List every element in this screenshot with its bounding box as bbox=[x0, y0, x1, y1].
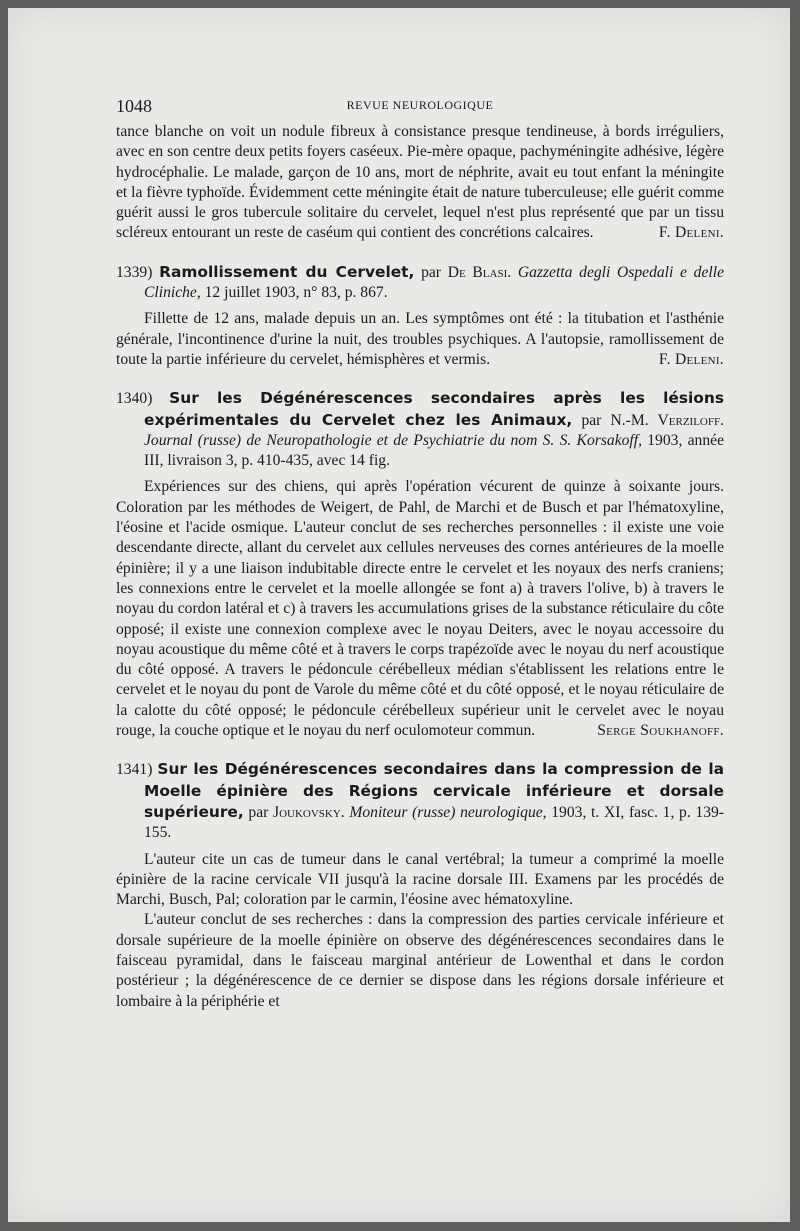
by-text: par bbox=[572, 411, 611, 429]
page-header bbox=[116, 96, 724, 122]
continuation-text: tance blanche on voit un nodule fibreux à consistance presque tendineuse, à bords irréguliers, avec en son centre deux petits foyers caséeux. Pie-mère opaque, pachyméningite adhésive, légère hydrocéphalie. Le malade, garçon de 10 ans, mort de néphrite, avait eu tout enfant la méningite et la fièvre typhoïde. Évidemment cette méningite était de nature tuberculeuse; elle guérit comme guérit aussi le gros tubercule solitaire du cervelet, lequel n'est plus représenté que par un tissu scléreux entourant un reste de caséum qui contient des concrétions calcaires. bbox=[116, 123, 724, 242]
body-text: Fillette de 12 ans, malade depuis un an. Les symptômes ont été : la titubation et l'asthénie générale, l'incontinence d'urine la nuit, des troubles psychiques. A l'autopsie, ramollissement de toute la partie inférieure du cervelet, hémisphères et vermis. bbox=[116, 310, 724, 368]
entry-number: 1339) bbox=[116, 263, 153, 281]
body-text: L'auteur conclut de ses recherches : dans la compression des parties cervicale inférieure et dorsale supérieure de la moelle épinière on observe des dégénérescences secondaires dans le faisceau pyramidal, dans le faisceau marginal antérieur de Lowenthal et dans le cordon postérieur ; la dégénérescence de ce dernier se dispose dans les régions dorsale inférieure et lombaire à la périphérie et bbox=[116, 911, 724, 1010]
by-text: par bbox=[414, 263, 448, 281]
entry-heading bbox=[116, 388, 724, 471]
entry-body bbox=[116, 309, 724, 370]
body-text: Expériences sur des chiens, qui après l'opération vécurent de quinze à soixante jours. Coloration par les méthodes de Weigert, de Pahl, de Marchi et de Busch et par l'hématoxyline, l'éosine et l'acide osmique. L'auteur conclut de ses recherches personnelles : il existe une voie descendante directe, allant du cervelet aux cellules nerveuses des cornes antérieures de la moelle épinière; il y a une liaison indubitable directe entre le cervelet et les noyaux des nerfs craniens; les connexions entre le cervelet et la moelle allongée se font a) à travers l'olive, b) à travers le noyau du cordon latéral et c) à travers les accumulations grises de la substance réticulaire du côte opposé; il existe une connexion complexe avec le noyau Deiters, avec le noyau accessoire du noyau acoustique du même côté et à travers le corps trapézoïde avec le noyau du nerf acoustique du côté opposé. A travers le pédoncule cérébelleux médian s'établissent les relations entre le cervelet et le noyau du pont de Varole du même côté et du côté opposé, et le noyau réticulaire de la calotte du côté opposé; le pédoncule cérébelleux supérieur unit le cervelet avec le noyau rouge, la couche optique et le noyau du nerf oculomoteur commun. bbox=[116, 478, 724, 740]
entry-1341 bbox=[116, 759, 724, 1012]
entry-1339 bbox=[116, 262, 724, 370]
entry-author: De Blasi. bbox=[447, 263, 512, 281]
journal-title: Gazzetta degli Ospedali e delle Cliniche, bbox=[144, 263, 724, 302]
entry-body bbox=[116, 850, 724, 911]
signature: Serge Soukhanoff. bbox=[597, 722, 724, 740]
journal-title: Journal (russe) de Neuropathologie et de Psychiatrie du nom S. S. Korsakoff, bbox=[144, 431, 642, 449]
entry-heading bbox=[116, 759, 724, 843]
page-content bbox=[116, 96, 724, 1012]
continuation-paragraph bbox=[116, 122, 724, 244]
signature: F. Deleni. bbox=[658, 350, 724, 368]
signature: F. Deleni. bbox=[658, 224, 724, 242]
entry-body bbox=[116, 910, 724, 1011]
entry-heading bbox=[116, 262, 724, 304]
body-text: L'auteur cite un cas de tumeur dans le canal vertébral; la tumeur a comprimé la moelle épinière de la racine cervicale VII jusqu'à la racine dorsale III. Examens par les procédés de Marchi, Busch, Pal; coloration par le carmin, l'éosine avec hématoxyline. bbox=[116, 850, 724, 909]
entry-author: Joukovsky. bbox=[273, 803, 345, 821]
citation: 1903, année III, livraison 3, p. 410-435, avec 14 fig. bbox=[144, 431, 724, 470]
citation: 12 juillet 1903, n° 83, p. 867. bbox=[200, 284, 388, 302]
entry-title: Sur les Dégénérescences secondaires après les lésions expérimentales du Cervelet chez les Animaux, bbox=[144, 389, 724, 429]
entry-title: Sur les Dégénérescences secondaires dans la compression de la Moelle épinière des Régions cervicale inférieure et dorsale supérieure, bbox=[144, 760, 724, 821]
entry-body bbox=[116, 477, 724, 741]
citation: 1903, t. XI, fasc. 1, p. 139-155. bbox=[144, 803, 724, 842]
entry-title: Ramollissement du Cervelet, bbox=[159, 262, 415, 281]
journal-title: Moniteur (russe) neurologique, bbox=[344, 803, 547, 821]
entry-author: N.-M. Verziloff. bbox=[610, 411, 724, 429]
page-number: 1048 bbox=[116, 96, 152, 116]
entry-1340 bbox=[116, 388, 724, 741]
entry-number: 1341) bbox=[116, 761, 153, 779]
scanned-page bbox=[8, 8, 790, 1222]
by-text: par bbox=[243, 803, 273, 821]
entry-number: 1340) bbox=[116, 390, 153, 408]
running-title: REVUE NEUROLOGIQUE bbox=[346, 98, 494, 112]
